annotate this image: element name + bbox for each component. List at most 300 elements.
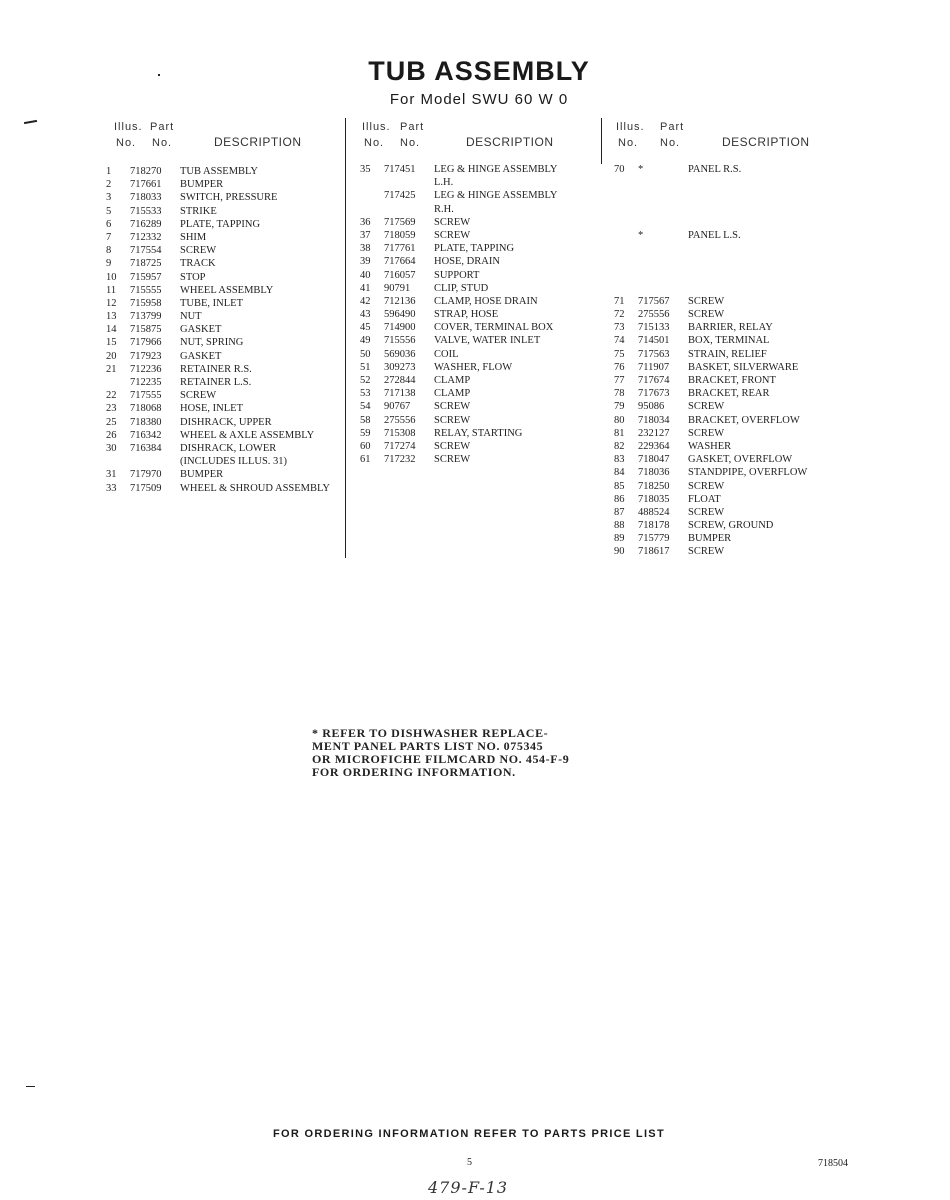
document-number: 718504 bbox=[818, 1158, 848, 1169]
part-number: 715556 bbox=[384, 335, 416, 347]
table-row bbox=[106, 258, 342, 271]
part-number: 715779 bbox=[638, 533, 670, 545]
illus-number: 42 bbox=[360, 295, 371, 307]
table-row bbox=[614, 507, 850, 520]
part-description: GASKET, OVERFLOW bbox=[688, 454, 793, 466]
part-description: BRACKET, REAR bbox=[688, 388, 770, 400]
illus-number: 7 bbox=[106, 231, 112, 243]
table-row bbox=[614, 230, 850, 243]
table-row bbox=[106, 206, 342, 219]
parts-list bbox=[614, 164, 850, 560]
illus-number: 81 bbox=[614, 427, 625, 439]
illus-number: 9 bbox=[106, 258, 112, 270]
table-row bbox=[106, 417, 342, 430]
part-description: SCREW bbox=[434, 229, 471, 241]
illus-number: 36 bbox=[360, 216, 371, 228]
illus-number: 74 bbox=[614, 335, 625, 347]
illus-number: 30 bbox=[106, 442, 117, 454]
table-row bbox=[106, 219, 342, 232]
footnote-line: MENT PANEL PARTS LIST NO. 075345 bbox=[312, 739, 544, 753]
page-subtitle: For Model SWU 60 W 0 bbox=[389, 91, 569, 108]
illus-number: 41 bbox=[360, 282, 371, 294]
part-number: 716384 bbox=[130, 442, 162, 454]
table-row bbox=[360, 164, 596, 177]
part-description: SCREW bbox=[434, 440, 471, 452]
part-number: * bbox=[638, 164, 644, 175]
part-description: TRACK bbox=[180, 258, 216, 270]
part-number: 717509 bbox=[130, 482, 162, 494]
scan-mark bbox=[26, 1086, 35, 1087]
table-row bbox=[614, 546, 850, 559]
part-description: SCREW bbox=[688, 506, 725, 518]
part-description: TUBE, INLET bbox=[180, 297, 243, 309]
parts-list bbox=[106, 166, 342, 496]
header-description: DESCRIPTION bbox=[214, 135, 302, 149]
part-number: 713799 bbox=[130, 311, 162, 323]
parts-column-1 bbox=[106, 118, 342, 496]
footnote-line: FOR ORDERING INFORMATION. bbox=[312, 765, 516, 779]
part-description: R.H. bbox=[434, 203, 454, 215]
part-description: STANDPIPE, OVERFLOW bbox=[688, 467, 808, 479]
page-number: 5 bbox=[467, 1157, 472, 1168]
part-description: DISHRACK, UPPER bbox=[180, 416, 272, 428]
parts-column-3 bbox=[614, 118, 850, 560]
part-description: SCREW bbox=[688, 546, 725, 558]
illus-number: 82 bbox=[614, 440, 625, 452]
part-description: RETAINER R.S. bbox=[180, 363, 252, 375]
table-row bbox=[360, 349, 596, 362]
part-number: 714501 bbox=[638, 335, 670, 347]
table-row bbox=[614, 375, 850, 388]
table-row bbox=[106, 377, 342, 390]
table-row bbox=[360, 270, 596, 283]
illus-number: 15 bbox=[106, 337, 117, 349]
part-number: 718380 bbox=[130, 416, 162, 428]
table-row bbox=[360, 177, 596, 190]
header-part-no: No. bbox=[400, 137, 421, 149]
illus-number: 83 bbox=[614, 454, 625, 466]
table-row bbox=[360, 243, 596, 256]
part-description: PANEL L.S. bbox=[688, 229, 741, 241]
part-number: 718617 bbox=[638, 546, 670, 558]
column-header bbox=[106, 118, 342, 152]
page-title: TUB ASSEMBLY bbox=[368, 56, 590, 86]
part-number: 712236 bbox=[130, 363, 162, 375]
table-row bbox=[614, 283, 850, 296]
table-row bbox=[614, 256, 850, 269]
part-description: WASHER bbox=[688, 440, 732, 452]
footnote-line: * REFER TO DISHWASHER REPLACE- bbox=[312, 726, 549, 740]
table-row bbox=[360, 204, 596, 217]
table-row bbox=[614, 349, 850, 362]
table-row bbox=[614, 428, 850, 441]
part-description: WHEEL & SHROUD ASSEMBLY bbox=[180, 482, 330, 494]
table-row bbox=[360, 283, 596, 296]
table-row bbox=[360, 230, 596, 243]
header-description: DESCRIPTION bbox=[466, 135, 554, 149]
table-row bbox=[360, 190, 596, 203]
part-number: 717563 bbox=[638, 348, 670, 360]
table-row bbox=[614, 204, 850, 217]
table-row bbox=[614, 296, 850, 309]
illus-number: 50 bbox=[360, 348, 371, 360]
table-row bbox=[614, 243, 850, 256]
part-description: STRIKE bbox=[180, 205, 217, 217]
illus-number: 88 bbox=[614, 520, 625, 532]
part-number: 717232 bbox=[384, 454, 416, 466]
table-row bbox=[360, 401, 596, 414]
part-description: CLAMP bbox=[434, 388, 471, 400]
part-number: 716289 bbox=[130, 218, 162, 230]
part-description: BUMPER bbox=[688, 533, 732, 545]
part-number: 90767 bbox=[384, 401, 411, 413]
parts-list bbox=[360, 164, 596, 467]
part-description: SCREW bbox=[180, 390, 217, 402]
table-row bbox=[106, 245, 342, 258]
part-description: SCREW bbox=[688, 309, 725, 321]
part-number: 232127 bbox=[638, 427, 670, 439]
footer-note: FOR ORDERING INFORMATION REFER TO PARTS PRICE LIST bbox=[273, 1128, 665, 1140]
part-description: RELAY, STARTING bbox=[434, 427, 523, 439]
illus-number: 59 bbox=[360, 427, 371, 439]
table-row bbox=[106, 285, 342, 298]
part-number: 718033 bbox=[130, 192, 162, 204]
header-illus: Illus. bbox=[114, 121, 143, 133]
header-part: Part bbox=[150, 121, 175, 133]
part-description: DISHRACK, LOWER bbox=[180, 442, 277, 454]
part-number: 717554 bbox=[130, 245, 162, 257]
illus-number: 23 bbox=[106, 403, 117, 415]
table-row bbox=[614, 309, 850, 322]
part-description: RETAINER L.S. bbox=[180, 377, 252, 388]
part-description: SCREW bbox=[688, 295, 725, 307]
part-description: PLATE, TAPPING bbox=[434, 243, 515, 255]
scan-mark bbox=[158, 74, 160, 76]
table-row bbox=[614, 335, 850, 348]
part-description: STRAP, HOSE bbox=[434, 309, 499, 321]
part-number: 716057 bbox=[384, 269, 416, 281]
part-number: 717555 bbox=[130, 390, 162, 402]
illus-number: 38 bbox=[360, 243, 371, 255]
header-part: Part bbox=[660, 121, 685, 133]
part-number: 718034 bbox=[638, 414, 670, 426]
header-part-no: No. bbox=[152, 137, 173, 149]
part-number: 717664 bbox=[384, 256, 416, 268]
illus-number: 60 bbox=[360, 440, 371, 452]
part-description: WHEEL & AXLE ASSEMBLY bbox=[180, 429, 315, 441]
illus-number: 25 bbox=[106, 416, 117, 428]
part-description: SCREW bbox=[688, 401, 725, 413]
part-number: 715555 bbox=[130, 284, 162, 296]
part-number: 275556 bbox=[384, 414, 416, 426]
illus-number: 52 bbox=[360, 375, 371, 386]
table-row bbox=[360, 428, 596, 441]
part-description: NUT, SPRING bbox=[180, 337, 244, 349]
table-row bbox=[106, 364, 342, 377]
part-number: 275556 bbox=[638, 309, 670, 321]
part-description: WASHER, FLOW bbox=[434, 361, 513, 373]
illus-number: 78 bbox=[614, 388, 625, 400]
part-description: BRACKET, FRONT bbox=[688, 375, 776, 386]
header-illus-no: No. bbox=[116, 137, 137, 149]
part-number: 718047 bbox=[638, 454, 670, 466]
illus-number: 20 bbox=[106, 350, 117, 362]
table-row bbox=[106, 232, 342, 245]
illus-number: 73 bbox=[614, 322, 625, 334]
header-illus: Illus. bbox=[616, 121, 645, 133]
table-row bbox=[360, 217, 596, 230]
table-row bbox=[614, 520, 850, 533]
illus-number: 70 bbox=[614, 164, 625, 175]
illus-number: 39 bbox=[360, 256, 371, 268]
table-row bbox=[106, 272, 342, 285]
illus-number: 37 bbox=[360, 229, 371, 241]
illus-number: 10 bbox=[106, 271, 117, 283]
part-description: SCREW bbox=[434, 216, 471, 228]
illus-number: 1 bbox=[106, 166, 112, 177]
table-row bbox=[106, 483, 342, 496]
part-description: LEG & HINGE ASSEMBLY bbox=[434, 190, 558, 202]
table-row bbox=[614, 217, 850, 230]
illus-number: 76 bbox=[614, 361, 625, 373]
table-row bbox=[106, 403, 342, 416]
column-divider bbox=[601, 118, 602, 164]
illus-number: 3 bbox=[106, 192, 112, 204]
footnote-line: OR MICROFICHE FILMCARD NO. 454-F-9 bbox=[312, 752, 570, 766]
illus-number: 31 bbox=[106, 469, 117, 481]
part-description: L.H. bbox=[434, 177, 454, 189]
illus-number: 21 bbox=[106, 363, 117, 375]
part-description: GASKET bbox=[180, 324, 222, 336]
table-row bbox=[106, 351, 342, 364]
part-number: 715958 bbox=[130, 297, 162, 309]
part-number: 712332 bbox=[130, 231, 162, 243]
part-number: 715533 bbox=[130, 205, 162, 217]
illus-number: 77 bbox=[614, 375, 625, 386]
illus-number: 43 bbox=[360, 309, 371, 321]
table-row bbox=[614, 388, 850, 401]
table-row bbox=[614, 533, 850, 546]
footnote bbox=[312, 727, 612, 779]
part-description: (INCLUDES ILLUS. 31) bbox=[180, 456, 288, 468]
part-description: NUT bbox=[180, 311, 202, 323]
part-description: BOX, TERMINAL bbox=[688, 335, 770, 347]
header-illus-no: No. bbox=[618, 137, 639, 149]
part-description: BRACKET, OVERFLOW bbox=[688, 414, 800, 426]
illus-number: 80 bbox=[614, 414, 625, 426]
table-row bbox=[614, 415, 850, 428]
illus-number: 26 bbox=[106, 429, 117, 441]
part-description: STOP bbox=[180, 271, 206, 283]
part-number: 717138 bbox=[384, 388, 416, 400]
illus-number: 6 bbox=[106, 218, 112, 230]
part-description: COIL bbox=[434, 348, 459, 360]
part-description: SCREW bbox=[688, 427, 725, 439]
table-row bbox=[614, 190, 850, 203]
table-row bbox=[360, 322, 596, 335]
table-row bbox=[614, 467, 850, 480]
table-row bbox=[106, 469, 342, 482]
part-description: BASKET, SILVERWARE bbox=[688, 361, 799, 373]
illus-number: 33 bbox=[106, 482, 117, 494]
part-number: 718725 bbox=[130, 258, 162, 270]
illus-number: 40 bbox=[360, 269, 371, 281]
table-row bbox=[614, 401, 850, 414]
illus-number: 2 bbox=[106, 179, 112, 191]
part-number: 715308 bbox=[384, 427, 416, 439]
table-row bbox=[614, 362, 850, 375]
illus-number: 22 bbox=[106, 390, 117, 402]
table-row bbox=[614, 177, 850, 190]
table-row bbox=[106, 337, 342, 350]
part-description: CLAMP, HOSE DRAIN bbox=[434, 295, 538, 307]
illus-number: 72 bbox=[614, 309, 625, 321]
table-row bbox=[106, 166, 342, 179]
part-number: 717425 bbox=[384, 190, 416, 202]
table-row bbox=[106, 192, 342, 205]
table-row bbox=[614, 164, 850, 177]
table-row bbox=[360, 256, 596, 269]
table-row bbox=[106, 179, 342, 192]
table-row bbox=[106, 324, 342, 337]
part-description: TUB ASSEMBLY bbox=[180, 166, 259, 177]
part-number: 272844 bbox=[384, 375, 416, 386]
part-description: SWITCH, PRESSURE bbox=[180, 192, 278, 204]
table-row bbox=[360, 335, 596, 348]
part-description: SUPPORT bbox=[434, 269, 480, 281]
illus-number: 79 bbox=[614, 401, 625, 413]
part-description: CLAMP bbox=[434, 375, 471, 386]
part-description: BARRIER, RELAY bbox=[688, 322, 773, 334]
part-number: 717674 bbox=[638, 375, 670, 386]
part-description: SCREW, GROUND bbox=[688, 520, 774, 532]
table-row bbox=[360, 441, 596, 454]
table-row bbox=[614, 454, 850, 467]
table-row bbox=[360, 362, 596, 375]
table-row bbox=[106, 456, 342, 469]
part-number: 90791 bbox=[384, 282, 411, 294]
illus-number: 84 bbox=[614, 467, 625, 479]
part-description: WHEEL ASSEMBLY bbox=[180, 284, 274, 296]
illus-number: 85 bbox=[614, 480, 625, 492]
illus-number: 54 bbox=[360, 401, 371, 413]
part-number: 717661 bbox=[130, 179, 162, 191]
part-number: 712136 bbox=[384, 295, 416, 307]
part-description: HOSE, DRAIN bbox=[434, 256, 500, 268]
part-number: 718068 bbox=[130, 403, 162, 415]
illus-number: 35 bbox=[360, 164, 371, 175]
part-number: 488524 bbox=[638, 506, 670, 518]
part-description: SCREW bbox=[180, 245, 217, 257]
table-row bbox=[360, 454, 596, 467]
table-row bbox=[360, 415, 596, 428]
part-number: 712235 bbox=[130, 377, 162, 388]
part-number: 715875 bbox=[130, 324, 162, 336]
part-description: BUMPER bbox=[180, 179, 224, 191]
part-number: 717761 bbox=[384, 243, 416, 255]
part-number: 718270 bbox=[130, 166, 162, 177]
part-description: PANEL R.S. bbox=[688, 164, 742, 175]
part-number: * bbox=[638, 229, 644, 241]
illus-number: 71 bbox=[614, 295, 625, 307]
part-description: SCREW bbox=[688, 480, 725, 492]
scan-mark bbox=[24, 120, 37, 124]
part-number: 718250 bbox=[638, 480, 670, 492]
illus-number: 53 bbox=[360, 388, 371, 400]
part-description: PLATE, TAPPING bbox=[180, 218, 261, 230]
part-number: 715957 bbox=[130, 271, 162, 283]
illus-number: 87 bbox=[614, 506, 625, 518]
table-row bbox=[106, 390, 342, 403]
part-number: 714900 bbox=[384, 322, 416, 334]
part-description: GASKET bbox=[180, 350, 222, 362]
column-divider bbox=[345, 118, 346, 558]
illus-number: 45 bbox=[360, 322, 371, 334]
illus-number: 14 bbox=[106, 324, 117, 336]
column-header bbox=[614, 118, 850, 152]
part-number: 717970 bbox=[130, 469, 162, 481]
table-row bbox=[106, 298, 342, 311]
illus-number: 51 bbox=[360, 361, 371, 373]
illus-number: 86 bbox=[614, 493, 625, 505]
part-description: SCREW bbox=[434, 401, 471, 413]
part-number: 716342 bbox=[130, 429, 162, 441]
part-description: SCREW bbox=[434, 454, 471, 466]
table-row bbox=[614, 270, 850, 283]
column-header bbox=[360, 118, 596, 152]
part-description: SHIM bbox=[180, 231, 207, 243]
header-part-no: No. bbox=[660, 137, 681, 149]
table-row bbox=[614, 481, 850, 494]
part-number: 717569 bbox=[384, 216, 416, 228]
part-description: LEG & HINGE ASSEMBLY bbox=[434, 164, 558, 175]
table-row bbox=[360, 388, 596, 401]
part-description: FLOAT bbox=[688, 493, 721, 505]
part-number: 596490 bbox=[384, 309, 416, 321]
illus-number: 61 bbox=[360, 454, 371, 466]
illus-number: 11 bbox=[106, 284, 117, 296]
header-illus-no: No. bbox=[364, 137, 385, 149]
part-description: STRAIN, RELIEF bbox=[688, 348, 767, 360]
illus-number: 5 bbox=[106, 205, 112, 217]
table-row bbox=[614, 322, 850, 335]
part-description: HOSE, INLET bbox=[180, 403, 243, 415]
part-number: 717966 bbox=[130, 337, 162, 349]
part-number: 229364 bbox=[638, 440, 670, 452]
handwritten-note: 479-F-13 bbox=[428, 1178, 509, 1197]
part-number: 715133 bbox=[638, 322, 670, 334]
table-row bbox=[614, 494, 850, 507]
part-number: 717923 bbox=[130, 350, 162, 362]
illus-number: 12 bbox=[106, 297, 117, 309]
part-description: CLIP, STUD bbox=[434, 282, 489, 294]
part-number: 718036 bbox=[638, 467, 670, 479]
parts-column-2 bbox=[360, 118, 596, 467]
part-number: 717451 bbox=[384, 164, 416, 175]
illus-number: 8 bbox=[106, 245, 112, 257]
illus-number: 89 bbox=[614, 533, 625, 545]
header-description: DESCRIPTION bbox=[722, 135, 810, 149]
header-illus: Illus. bbox=[362, 121, 391, 133]
part-number: 717673 bbox=[638, 388, 670, 400]
part-number: 569036 bbox=[384, 348, 416, 360]
part-number: 95086 bbox=[638, 401, 665, 413]
part-number: 717567 bbox=[638, 295, 670, 307]
illus-number: 58 bbox=[360, 414, 371, 426]
part-description: COVER, TERMINAL BOX bbox=[434, 322, 554, 334]
illus-number: 49 bbox=[360, 335, 371, 347]
part-description: VALVE, WATER INLET bbox=[434, 335, 541, 347]
